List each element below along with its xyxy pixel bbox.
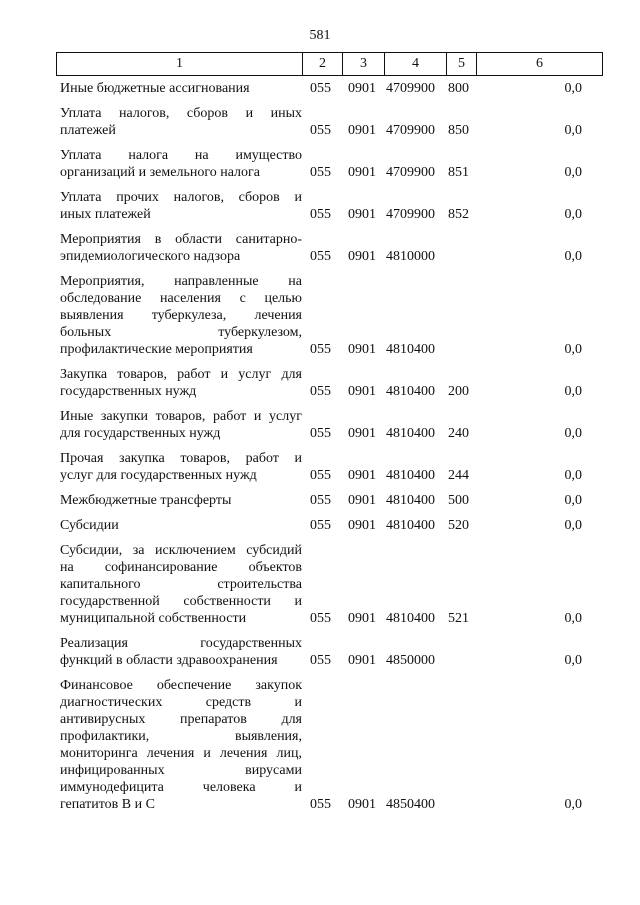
row-col-2: 055 [310,342,331,357]
table-row [56,366,602,408]
row-col-3: 0901 [348,426,376,441]
row-name [60,450,302,484]
row-name-line: Межбюджетные трансферты [60,493,232,508]
row-col-6: 0,0 [564,342,582,357]
row-col-5: 520 [448,518,469,533]
row-col-6: 0,0 [564,797,582,812]
row-name [60,147,302,181]
row-col-6: 0,0 [564,468,582,483]
row-name-line: на софинансирование объектов [60,560,302,575]
header-col-4: 4 [385,53,447,76]
row-col-5: 850 [448,123,469,138]
row-col-3: 0901 [348,249,376,264]
row-col-6: 0,0 [564,249,582,264]
row-col-6: 0,0 [564,165,582,180]
row-col-2: 055 [310,165,331,180]
row-col-6: 0,0 [564,81,582,96]
row-col-4: 4810400 [386,384,435,399]
row-name-line: платежей [60,123,116,138]
row-name [60,492,302,509]
table-row [56,189,602,231]
table-row [56,105,602,147]
row-col-5: 500 [448,493,469,508]
row-col-2: 055 [310,797,331,812]
row-col-3: 0901 [348,342,376,357]
row-name-line: Закупка товаров, работ и услуг для [60,367,302,382]
row-name-line: иных платежей [60,207,151,222]
row-col-4: 4810400 [386,468,435,483]
row-name [60,408,302,442]
row-col-5: 240 [448,426,469,441]
row-name-line: государственных нужд [60,384,197,399]
row-col-2: 055 [310,518,331,533]
row-col-6: 0,0 [564,653,582,668]
row-name-line: Уплата прочих налогов, сборов и [60,190,302,205]
row-name-line: гепатитов В и С [60,797,155,812]
row-col-6: 0,0 [564,123,582,138]
row-name-line: государственной собственности и [60,594,302,609]
row-name-line: Субсидии [60,518,119,533]
row-name-line: функций в области здравоохранения [60,653,278,668]
row-name-line: профилактические мероприятия [60,342,253,357]
row-col-4: 4810400 [386,493,435,508]
table-row [56,492,602,517]
row-col-2: 055 [310,207,331,222]
row-col-2: 055 [310,426,331,441]
row-name-line: Финансовое обеспечение закупок [60,678,302,693]
row-col-2: 055 [310,493,331,508]
row-col-6: 0,0 [564,426,582,441]
row-name-line: профилактики, выявления, [60,729,302,744]
row-col-2: 055 [310,468,331,483]
row-name-line: капитального строительства [60,577,302,592]
table-row [56,542,602,635]
row-name-line: обследование населения с целью [60,291,302,306]
row-col-4: 4810400 [386,518,435,533]
table-row [56,450,602,492]
row-name-line: Мероприятия в области санитарно- [60,232,302,247]
header-col-2: 2 [303,53,343,76]
row-name [60,677,302,813]
row-name [60,517,302,534]
row-col-3: 0901 [348,468,376,483]
row-col-3: 0901 [348,518,376,533]
row-col-4: 4850400 [386,797,435,812]
row-col-3: 0901 [348,493,376,508]
row-col-6: 0,0 [564,384,582,399]
page-number: 581 [309,28,331,43]
row-col-4: 4810400 [386,426,435,441]
row-col-3: 0901 [348,611,376,626]
row-name [60,542,302,627]
row-col-6: 0,0 [564,207,582,222]
row-name-line: инфицированных вирусами [60,763,302,778]
row-col-3: 0901 [348,653,376,668]
row-name-line: Мероприятия, направленные на [60,274,302,289]
table-row [56,517,602,542]
row-name-line: выявления туберкулеза, лечения [60,308,302,323]
table-row [56,635,602,677]
row-col-2: 055 [310,249,331,264]
table-body [56,80,602,821]
table-row [56,147,602,189]
table-row [56,677,602,821]
row-col-4: 4709900 [386,207,435,222]
row-col-5: 800 [448,81,469,96]
row-name-line: антивирусных препаратов для [60,712,302,727]
header-col-5: 5 [447,53,477,76]
row-col-5: 521 [448,611,469,626]
row-col-5: 244 [448,468,469,483]
row-col-6: 0,0 [564,493,582,508]
row-name-line: диагностических средств и [60,695,302,710]
row-col-3: 0901 [348,797,376,812]
table-row [56,231,602,273]
row-name-line: Уплата налогов, сборов и иных [60,106,302,121]
row-name [60,366,302,400]
row-col-3: 0901 [348,165,376,180]
row-col-4: 4810000 [386,249,435,264]
row-col-2: 055 [310,384,331,399]
row-name-line: Иные бюджетные ассигнования [60,81,250,96]
row-name-line: больных туберкулезом, [60,325,302,340]
row-name-line: услуг для государственных нужд [60,468,257,483]
table-row [56,80,602,105]
row-col-4: 4810400 [386,342,435,357]
row-col-5: 852 [448,207,469,222]
row-col-4: 4709900 [386,165,435,180]
row-name-line: мониторинга лечения и лечения лиц, [60,746,302,761]
row-col-2: 055 [310,611,331,626]
row-name-line: муниципальной собственности [60,611,247,626]
table-row [56,273,602,366]
table-row [56,408,602,450]
row-col-3: 0901 [348,207,376,222]
row-name-line: иммунодефицита человека и [60,780,302,795]
row-col-2: 055 [310,653,331,668]
header-col-1: 1 [57,53,303,76]
row-name-line: эпидемиологического надзора [60,249,241,264]
table-header [56,52,603,76]
row-col-4: 4709900 [386,123,435,138]
row-col-4: 4709900 [386,81,435,96]
row-name-line: для государственных нужд [60,426,221,441]
header-col-6: 6 [477,53,603,76]
row-col-3: 0901 [348,384,376,399]
row-name-line: Реализация государственных [60,636,302,651]
row-col-4: 4810400 [386,611,435,626]
row-col-6: 0,0 [564,611,582,626]
row-col-3: 0901 [348,81,376,96]
row-name-line: Иные закупки товаров, работ и услуг [60,409,302,424]
row-name [60,105,302,139]
row-name [60,231,302,265]
row-name [60,273,302,358]
row-name [60,80,302,97]
row-col-3: 0901 [348,123,376,138]
row-col-5: 200 [448,384,469,399]
row-name [60,635,302,669]
row-name-line: организаций и земельного налога [60,165,260,180]
row-col-2: 055 [310,123,331,138]
row-name [60,189,302,223]
header-col-3: 3 [343,53,385,76]
row-name-line: Субсидии, за исключением субсидий [60,543,302,558]
row-name-line: Прочая закупка товаров, работ и [60,451,302,466]
row-name-line: Уплата налога на имущество [60,148,302,163]
row-col-2: 055 [310,81,331,96]
row-col-6: 0,0 [564,518,582,533]
row-col-4: 4850000 [386,653,435,668]
row-col-5: 851 [448,165,469,180]
